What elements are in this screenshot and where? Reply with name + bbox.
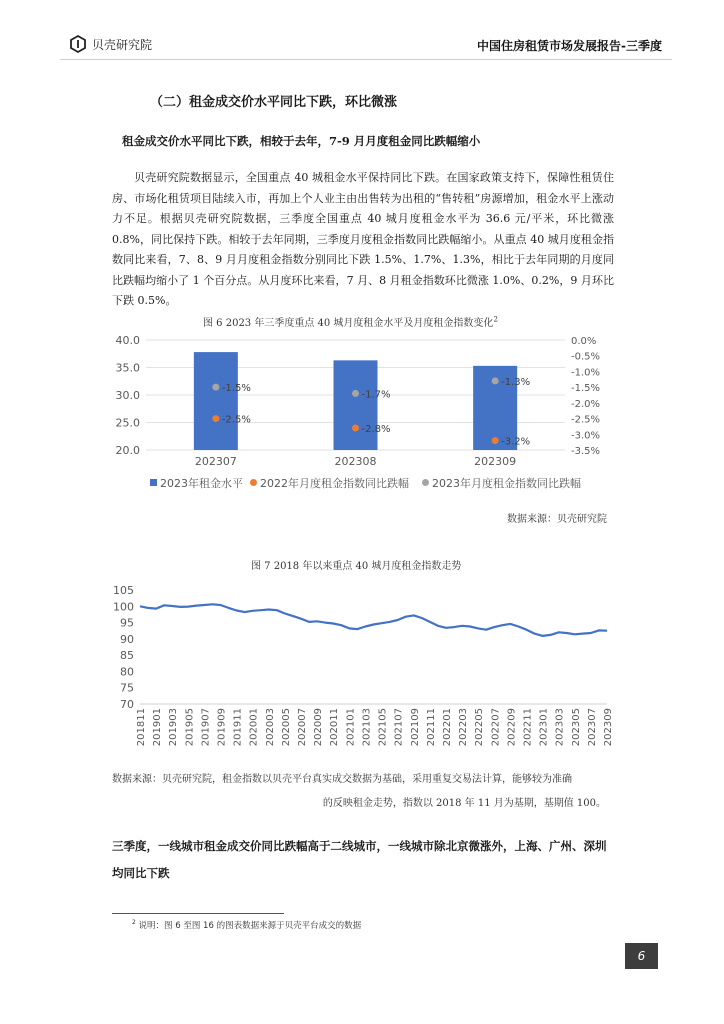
page-number: 6 bbox=[625, 943, 658, 969]
fig7-x-tick-label: 202107 bbox=[393, 708, 405, 747]
figure7-caption: 图 7 2018 年以来重点 40 城月度租金指数走势 bbox=[251, 561, 462, 572]
fig6-point-label-2023: -1.5% bbox=[221, 383, 251, 395]
fig7-y-tick-label: 80 bbox=[120, 665, 134, 679]
fig6-point-label-2022: -2.8% bbox=[361, 424, 391, 435]
fig6-point-2023 bbox=[352, 390, 359, 397]
fig6-bar bbox=[334, 360, 378, 450]
fig7-x-tick-label: 202305 bbox=[570, 708, 582, 747]
fig6-y2-tick-label: 0.0% bbox=[571, 336, 597, 347]
fig7-x-tick-label: 202007 bbox=[297, 708, 309, 747]
fig7-y-tick-label: 105 bbox=[113, 584, 134, 597]
fig7-x-tick-label: 201905 bbox=[184, 708, 196, 747]
fig7-x-tick-label: 202209 bbox=[506, 708, 518, 747]
footnote-text: 说明：图 6 至图 16 的图表数据来源于贝壳平台成交的数据 bbox=[138, 921, 362, 931]
fig7-x-tick-label: 202001 bbox=[248, 708, 260, 747]
figure6-caption bbox=[203, 314, 498, 329]
conclusion-heading: 三季度，一线城市租金成交价同比跌幅高于二线城市，一线城市除北京微涨外，上海、广州、深圳均同比下跌 bbox=[112, 839, 607, 880]
fig6-x-tick-label: 202308 bbox=[334, 455, 377, 468]
figure6-caption-text: 图 6 2023 年三季度重点 40 城月度租金水平及月度租金指数变化 bbox=[203, 318, 494, 329]
fig6-y2-tick-label: -1.5% bbox=[571, 383, 601, 395]
figure7-note-line2: 的反映租金走势，指数以 2018 年 11 月为基期，基期值 100。 bbox=[322, 798, 606, 809]
fig7-y-tick-label: 95 bbox=[120, 616, 134, 630]
fig6-y2-tick-label: -2.0% bbox=[571, 398, 601, 410]
fig6-y2-tick-label: -3.5% bbox=[571, 446, 601, 457]
fig7-x-tick-label: 202105 bbox=[377, 708, 389, 747]
figure7-chart bbox=[110, 578, 615, 758]
fig7-x-tick-label: 201909 bbox=[216, 708, 228, 747]
fig7-x-tick-label: 202201 bbox=[441, 708, 453, 747]
fig7-x-tick-label: 202009 bbox=[313, 708, 325, 747]
fig7-x-tick-label: 202005 bbox=[280, 708, 292, 747]
fig7-x-tick-label: 202211 bbox=[522, 708, 534, 747]
body-paragraph-text: 贝壳研究院数据显示，全国重点 40 城租金水平保持同比下跌。在国家政策支持下，保障性租赁住房、市场化租赁项目陆续入市，再加上个人业主由出售转为出租的“售转租”房源增加，租金水平上涨动力不足。根据贝壳研究院数据，三季度全国重点 40 城月度租金水平为 36.6 元/平米，环比微涨 0.8%，同比保持下跌。相较于去年同期，三季度月度租金指数同比跌幅缩小。从重点 40 城月度租金指数同比来看，7、8、9 月月度租金指数分别同比下跌 1.5%、1.7%、1.3%，相比于去年同期的月度同比跌幅均缩小了 1 个百分点。从月度环比来看，7 月、8 月租金指数环比微涨 1.0%、0.2%，9 月环比下跌 0.5%。 bbox=[112, 171, 614, 307]
sub-heading: 租金成交价水平同比下跌，相较于去年，7-9 月月度租金同比跌幅缩小 bbox=[122, 134, 481, 148]
fig6-legend-label: 2022年月度租金指数同比跌幅 bbox=[260, 477, 409, 490]
fig7-x-tick-label: 202207 bbox=[490, 708, 502, 747]
logo-text: 贝壳研究院 bbox=[92, 37, 153, 52]
header-divider bbox=[60, 59, 672, 60]
fig7-series-line bbox=[140, 604, 607, 636]
fig7-x-tick-label: 202205 bbox=[474, 708, 486, 747]
fig7-x-tick-label: 201901 bbox=[152, 708, 164, 747]
report-title: 中国住房租赁市场发展报告-三季度 bbox=[477, 39, 662, 53]
fig6-point-label-2023: -1.3% bbox=[501, 376, 531, 388]
fig7-x-tick-label: 202303 bbox=[554, 708, 566, 747]
fig7-x-tick-label: 202109 bbox=[409, 708, 421, 747]
fig7-x-tick-label: 202307 bbox=[586, 708, 598, 747]
fig6-y-tick-label: 35.0 bbox=[115, 361, 140, 375]
fig7-x-tick-label: 202103 bbox=[361, 708, 373, 747]
fig6-legend-swatch bbox=[422, 479, 429, 486]
beike-logo-icon bbox=[68, 34, 88, 54]
section-heading: （二）租金成交价水平同比下跌，环比微涨 bbox=[150, 95, 398, 110]
figure6-chart bbox=[110, 330, 615, 495]
footnote bbox=[132, 919, 361, 931]
fig6-legend-label: 2023年租金水平 bbox=[160, 477, 243, 490]
fig6-y2-tick-label: -2.5% bbox=[571, 414, 601, 426]
figure6-source: 数据来源：贝壳研究院 bbox=[507, 514, 607, 525]
fig6-bar bbox=[194, 352, 238, 450]
fig7-x-tick-label: 202301 bbox=[538, 708, 550, 747]
fig7-x-tick-label: 201811 bbox=[136, 708, 147, 747]
fig7-x-tick-label: 202101 bbox=[345, 708, 357, 747]
fig7-x-tick-label: 202003 bbox=[264, 708, 276, 747]
fig6-y2-tick-label: -1.0% bbox=[571, 367, 601, 379]
body-paragraph bbox=[112, 168, 614, 312]
fig6-point-2022 bbox=[492, 437, 499, 444]
fig6-point-2023 bbox=[212, 384, 219, 391]
fig7-x-tick-label: 202011 bbox=[329, 708, 341, 747]
fig6-x-tick-label: 202307 bbox=[194, 455, 237, 468]
fig6-y-tick-label: 25.0 bbox=[115, 416, 140, 430]
fig7-x-tick-label: 202111 bbox=[425, 708, 437, 747]
footnote-divider bbox=[112, 913, 284, 914]
figure7-source-note bbox=[112, 768, 614, 816]
fig6-point-label-2023: -1.7% bbox=[361, 389, 391, 401]
fig6-legend-swatch bbox=[250, 479, 257, 486]
footnote-mark: 2 bbox=[132, 919, 136, 927]
fig7-y-tick-label: 70 bbox=[120, 698, 134, 711]
fig6-y-tick-label: 30.0 bbox=[115, 389, 140, 402]
header-logo bbox=[68, 34, 152, 54]
fig7-x-tick-label: 202203 bbox=[458, 708, 470, 747]
fig6-x-tick-label: 202309 bbox=[474, 455, 517, 468]
fig7-y-tick-label: 100 bbox=[113, 600, 134, 614]
fig6-legend-label: 2023年月度租金指数同比跌幅 bbox=[432, 477, 581, 490]
fig7-y-tick-label: 90 bbox=[120, 632, 134, 646]
fig7-x-tick-label: 201907 bbox=[200, 708, 212, 747]
fig7-x-tick-label: 202309 bbox=[603, 708, 614, 747]
fig6-legend-swatch bbox=[150, 479, 157, 486]
fig6-point-label-2022: -2.5% bbox=[221, 414, 251, 426]
fig6-y2-tick-label: -0.5% bbox=[571, 351, 601, 363]
fig7-y-tick-label: 85 bbox=[120, 649, 134, 663]
fig6-point-2023 bbox=[492, 377, 499, 384]
fig7-x-tick-label: 201903 bbox=[168, 708, 180, 747]
fig6-point-2022 bbox=[212, 415, 219, 422]
fig6-y-tick-label: 40.0 bbox=[115, 334, 140, 347]
figure7-note-line1: 数据来源：贝壳研究院，租金指数以贝壳平台真实成交数据为基础，采用重复交易法计算，能够较为准确 bbox=[112, 774, 572, 785]
fig6-point-label-2022: -3.2% bbox=[501, 436, 531, 448]
fig6-y-tick-label: 20.0 bbox=[115, 444, 140, 457]
figure6-caption-footnote-mark: 2 bbox=[493, 315, 498, 324]
fig7-x-tick-label: 201911 bbox=[232, 708, 244, 747]
fig6-point-2022 bbox=[352, 425, 359, 432]
fig6-y2-tick-label: -3.0% bbox=[571, 430, 601, 442]
fig7-y-tick-label: 75 bbox=[120, 681, 134, 695]
